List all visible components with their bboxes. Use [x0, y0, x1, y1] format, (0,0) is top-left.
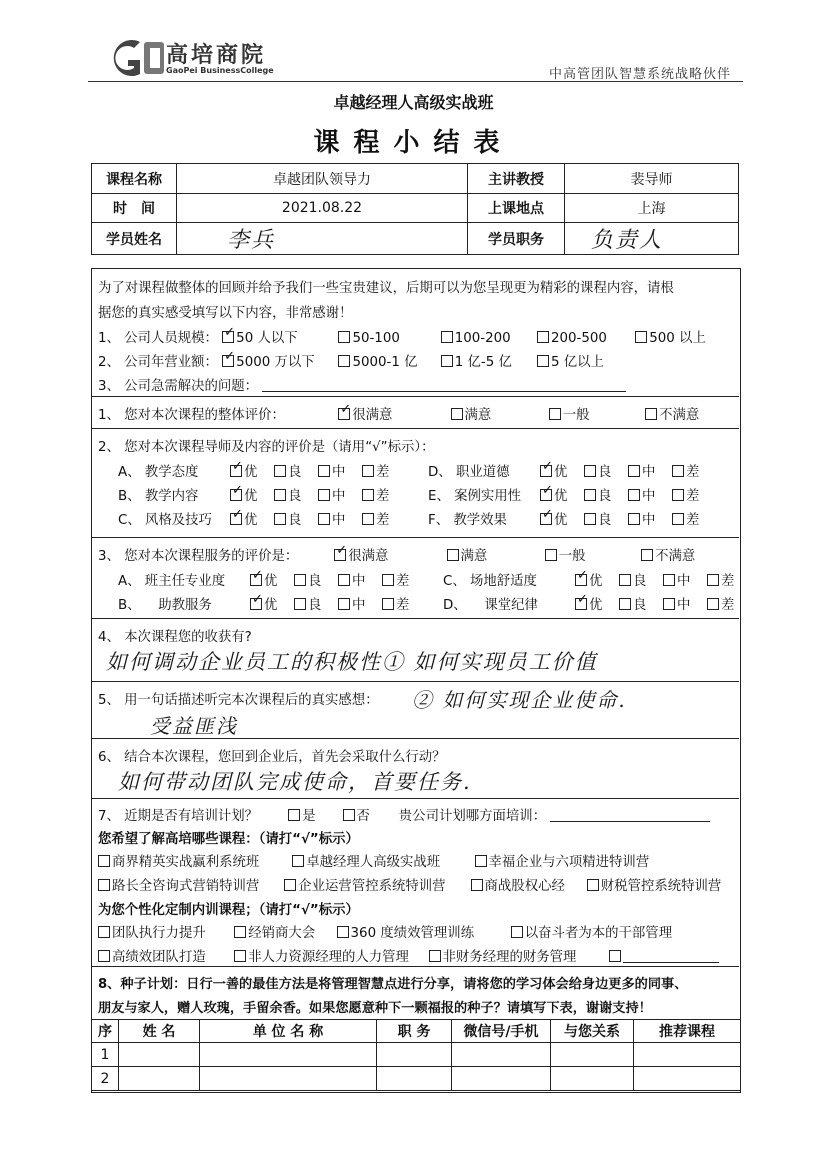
grade-option[interactable]: ✓ 优: [540, 461, 584, 480]
checkbox-icon: [447, 549, 459, 561]
checkbox-icon: [234, 926, 246, 938]
grade-option[interactable]: ✓ 优: [230, 485, 274, 504]
checkbox-icon: [337, 926, 349, 938]
brand-logo: [100, 34, 280, 82]
checkbox-icon: [362, 465, 374, 477]
checkbox-icon: [230, 489, 242, 501]
checkbox-icon: [545, 549, 557, 561]
divider: [91, 396, 739, 397]
slogan: 中高管团队智慧系统战略伙伴: [549, 67, 732, 82]
rating-item-label: A、 班主任专业度: [118, 574, 226, 589]
checkbox-icon: [230, 465, 242, 477]
grade-option[interactable]: 中: [338, 594, 382, 613]
checkbox-icon: [338, 598, 350, 610]
checkbox-icon: [619, 598, 631, 610]
checkbox-icon: [707, 574, 719, 586]
row-index: 2: [92, 1067, 119, 1091]
q2-option-3[interactable]: 1 亿-5 亿: [441, 351, 533, 370]
custom-option[interactable]: 非财务经理的财务管理: [429, 946, 605, 965]
grade-option[interactable]: 中: [663, 594, 707, 613]
rating-row: [443, 570, 751, 589]
divider: [91, 618, 739, 619]
grade-option[interactable]: ✓ 优: [250, 570, 294, 589]
course-option[interactable]: 幸福企业与六项精进特训营: [475, 851, 650, 870]
grade-option[interactable]: 良: [294, 570, 338, 589]
time-label: 时 间: [92, 194, 177, 223]
cell-input[interactable]: [634, 1043, 741, 1067]
grade-option[interactable]: 良: [274, 485, 318, 504]
custom-option-other[interactable]: [609, 950, 719, 965]
grade-option[interactable]: 差: [382, 594, 426, 613]
training-which-label: 贵公司计划哪方面培训：: [398, 809, 547, 824]
checkbox-icon: [451, 408, 463, 420]
checkbox-icon: [343, 809, 355, 821]
info-table: [91, 163, 739, 255]
rating-item-label: F、 教学效果: [428, 513, 507, 528]
cell-input[interactable]: [200, 1067, 377, 1091]
rating-row: [443, 594, 751, 613]
overall-label: 1、 您对本次课程的整体评价：: [98, 408, 285, 423]
checkbox-icon: [628, 513, 640, 525]
grade-option[interactable]: 中: [628, 509, 672, 528]
rating-row: [428, 485, 716, 504]
col-company: 单 位 名 称: [200, 1020, 377, 1043]
checkbox-icon: [362, 513, 374, 525]
grade-option[interactable]: 中: [628, 485, 672, 504]
service-option-4[interactable]: 不满意: [641, 545, 695, 564]
overall-option-4[interactable]: 不满意: [645, 404, 699, 423]
checkbox-icon: [663, 598, 675, 610]
q2-option-2[interactable]: 5000-1 亿: [338, 351, 436, 370]
overall-option-1[interactable]: ✓ 很满意: [338, 404, 446, 423]
checkbox-icon: [537, 355, 549, 367]
overall-option-3[interactable]: 一般: [549, 404, 641, 423]
cell-input[interactable]: [377, 1043, 452, 1067]
feeling-answer-right[interactable]: ② 如何实现企业使命.: [412, 688, 627, 712]
service-eval-label: 3、 您对本次课程服务的评价是：: [98, 549, 299, 564]
grade-option[interactable]: 差: [672, 485, 716, 504]
q1-option-1[interactable]: ✓ 50 人以下: [222, 327, 334, 346]
q2-option-1[interactable]: ✓ 5000 万以下: [222, 351, 334, 370]
course-option[interactable]: 商界精英实战赢利系统班: [98, 851, 288, 870]
grade-option[interactable]: 中: [338, 570, 382, 589]
rating-row: [118, 485, 406, 504]
student-label: 学员姓名: [92, 223, 177, 255]
grade-option[interactable]: 良: [294, 594, 338, 613]
grade-option[interactable]: ✓ 优: [250, 594, 294, 613]
checkbox-icon: [609, 950, 621, 962]
cell-input[interactable]: [452, 1043, 551, 1067]
rating-row: [118, 594, 426, 613]
checkbox-icon: [475, 855, 487, 867]
col-position: 职 务: [377, 1020, 452, 1043]
checkbox-icon: [584, 489, 596, 501]
checkbox-icon: [318, 513, 330, 525]
rating-item-label: D、 课堂纪律: [443, 598, 538, 613]
checkbox-icon: [549, 408, 561, 420]
checkbox-icon: [441, 355, 453, 367]
grade-option[interactable]: 差: [362, 509, 406, 528]
seed-header-row: [92, 1020, 741, 1043]
service-option-2[interactable]: 满意: [447, 545, 541, 564]
checkbox-icon: [318, 465, 330, 477]
service-option-1[interactable]: ✓ 很满意: [334, 545, 442, 564]
position-value: 负责人: [565, 223, 739, 255]
checkbox-icon: [663, 574, 675, 586]
checkbox-icon: [294, 574, 306, 586]
checkbox-icon: [274, 465, 286, 477]
checkbox-icon: [234, 950, 246, 962]
intro-line2: 据您的真实感受填写以下内容，非常感谢！: [98, 306, 353, 321]
grade-option[interactable]: 差: [672, 461, 716, 480]
grade-option[interactable]: 差: [672, 509, 716, 528]
place-label: 上课地点: [468, 194, 565, 223]
checkbox-icon: [334, 549, 346, 561]
checkbox-icon: [628, 489, 640, 501]
class-name: 卓越经理人高级实战班: [333, 93, 494, 112]
col-contact: 微信号/手机: [452, 1020, 551, 1043]
checkbox-icon: [672, 489, 684, 501]
divider: [91, 681, 739, 682]
checkbox-icon: [645, 408, 657, 420]
grade-option[interactable]: 差: [707, 594, 751, 613]
time-value: 2021.08.22: [177, 194, 468, 223]
checkbox-icon: [230, 513, 242, 525]
checkbox-icon: [98, 926, 110, 938]
q1-row: [98, 327, 706, 346]
checkbox-icon: [511, 926, 523, 938]
brand-cn: 高培商院: [166, 43, 267, 68]
checkbox-icon: [362, 489, 374, 501]
custom-option[interactable]: 经销商大会: [234, 922, 332, 941]
grade-option[interactable]: 差: [362, 461, 406, 480]
rating-row: [118, 461, 406, 480]
cell-input[interactable]: [119, 1067, 200, 1091]
rating-item-label: C、 场地舒适度: [443, 574, 537, 589]
checkbox-icon: [575, 574, 587, 586]
checkbox-icon: [672, 465, 684, 477]
grade-option[interactable]: 良: [584, 485, 628, 504]
checkbox-icon: [250, 598, 262, 610]
checkbox-icon: [98, 950, 110, 962]
q3-row: [98, 375, 626, 394]
grade-option[interactable]: 良: [274, 461, 318, 480]
gaopei-logo-icon: [100, 36, 166, 80]
rating-item-label: B、 助教服务: [118, 598, 212, 613]
training-no[interactable]: 否: [343, 805, 395, 824]
grade-option[interactable]: ✓ 优: [575, 570, 619, 589]
checkbox-icon: [540, 489, 552, 501]
row-index: 1: [92, 1043, 119, 1067]
place-value: 上海: [565, 194, 739, 223]
checkbox-icon: [294, 598, 306, 610]
training-row: [98, 805, 710, 824]
course-value: 卓越团队领导力: [177, 164, 468, 194]
q3-label: 3、 公司急需解决的问题：: [98, 379, 259, 394]
checkbox-icon: [250, 574, 262, 586]
checkbox-icon: [587, 879, 599, 891]
grade-option[interactable]: 差: [362, 485, 406, 504]
grade-option[interactable]: 良: [584, 509, 628, 528]
checkbox-icon: [284, 879, 296, 891]
checkbox-icon: [641, 549, 653, 561]
gains-answer[interactable]: 如何调动企业员工的积极性① 如何实现员工价值: [106, 650, 598, 674]
cell-input[interactable]: [452, 1067, 551, 1091]
rating-item-label: C、 风格及技巧: [118, 513, 212, 528]
grade-option[interactable]: ✓ 优: [540, 509, 584, 528]
form-title: 课程小结表: [313, 128, 514, 158]
q2-option-4[interactable]: 5 亿以上: [537, 351, 604, 370]
q1-option-3[interactable]: 100-200: [441, 331, 533, 346]
col-relation: 与您关系: [551, 1020, 634, 1043]
checkbox-icon: [338, 408, 350, 420]
grade-option[interactable]: 差: [382, 570, 426, 589]
table-row: [92, 1043, 741, 1067]
grade-option[interactable]: ✓ 优: [230, 509, 274, 528]
action-answer[interactable]: 如何带动团队完成使命，首要任务.: [118, 770, 472, 794]
teacher-label: 主讲教授: [468, 164, 565, 194]
checkbox-icon: [441, 331, 453, 343]
course-option[interactable]: 企业运营管控系统特训营: [284, 875, 466, 894]
divider: [91, 537, 739, 538]
q1-option-4[interactable]: 200-500: [537, 331, 631, 346]
col-course: 推荐课程: [634, 1020, 741, 1043]
checkbox-icon: [537, 331, 549, 343]
seed-table: [91, 1019, 741, 1091]
custom-option[interactable]: 以奋斗者为本的干部管理: [511, 922, 672, 941]
cell-input[interactable]: [119, 1043, 200, 1067]
divider: [91, 798, 739, 799]
checkbox-icon: [222, 355, 234, 367]
service-option-3[interactable]: 一般: [545, 545, 637, 564]
position-label: 学员职务: [468, 223, 565, 255]
checkbox-icon: [635, 331, 647, 343]
rating-row: [428, 461, 716, 480]
course-label: 课程名称: [92, 164, 177, 194]
custom-row2: [98, 946, 719, 965]
courses-row2: [98, 875, 721, 894]
action-label: 6、 结合本次课程，您回到企业后，首先会采取什么行动？: [98, 750, 446, 765]
rating-row: [428, 509, 716, 528]
checkbox-icon: [274, 489, 286, 501]
grade-option[interactable]: 良: [619, 570, 663, 589]
checkbox-icon: [584, 465, 596, 477]
checkbox-icon: [338, 574, 350, 586]
student-value: 李兵: [177, 223, 468, 255]
cell-input[interactable]: [551, 1067, 634, 1091]
checkbox-icon: [274, 513, 286, 525]
cell-input[interactable]: [377, 1067, 452, 1091]
courses-label: 您希望了解高培哪些课程：（请打“√”标示）: [98, 832, 359, 847]
checkbox-icon: [672, 513, 684, 525]
training-which-input[interactable]: [550, 807, 710, 822]
service-eval-row: [98, 545, 695, 564]
custom-option[interactable]: 高绩效团队打造: [98, 946, 230, 965]
checkbox-icon: [288, 809, 300, 821]
teacher-eval-label: 2、 您对本次课程导师及内容的评价是（请用“√”标示）：: [98, 440, 435, 455]
checkbox-icon: [292, 855, 304, 867]
custom-row1: [98, 922, 672, 941]
custom-option[interactable]: 团队执行力提升: [98, 922, 230, 941]
checkbox-icon: [707, 598, 719, 610]
grade-option[interactable]: 中: [628, 461, 672, 480]
q2-row: [98, 351, 604, 370]
checkbox-icon: [338, 355, 350, 367]
training-label: 7、 近期是否有培训计划？: [98, 809, 259, 824]
checkbox-icon: [222, 331, 234, 343]
checkbox-icon: [382, 574, 394, 586]
course-option[interactable]: 卓越经理人高级实战班: [292, 851, 470, 870]
grade-option[interactable]: 中: [318, 509, 362, 528]
col-index: 序: [92, 1020, 119, 1043]
brand-en: GaoPei BusinessCollege: [166, 66, 274, 75]
overall-row: [98, 404, 699, 423]
grade-option[interactable]: ✓ 优: [230, 461, 274, 480]
gains-label: 4、 本次课程您的收获有?: [98, 630, 252, 645]
grade-option[interactable]: 良: [584, 461, 628, 480]
q1-option-2[interactable]: 50-100: [338, 331, 436, 346]
courses-row1: [98, 851, 649, 870]
divider: [91, 738, 739, 739]
checkbox-icon: [619, 574, 631, 586]
col-name: 姓 名: [119, 1020, 200, 1043]
feeling-answer[interactable]: 受益匪浅: [150, 714, 238, 738]
custom-option[interactable]: 360 度绩效管理训练: [337, 922, 507, 941]
q3-blank-input[interactable]: [262, 377, 626, 392]
training-yes[interactable]: 是: [288, 805, 338, 824]
header-rule: [88, 81, 743, 82]
grade-option[interactable]: 中: [318, 485, 362, 504]
overall-option-2[interactable]: 满意: [451, 404, 545, 423]
checkbox-icon: [98, 879, 110, 891]
teacher-value: 裴导师: [565, 164, 739, 194]
checkbox-icon: [382, 598, 394, 610]
seed-line1: 8、种子计划：日行一善的最佳方法是将管理智慧点进行分享，请将您的学习体会给身边更多的同事、: [98, 977, 688, 992]
rating-row: [118, 570, 426, 589]
cell-input[interactable]: [551, 1043, 634, 1067]
checkbox-icon: [540, 465, 552, 477]
course-option[interactable]: 商战股权心经: [471, 875, 583, 894]
checkbox-icon: [338, 331, 350, 343]
feeling-label: 5、 用一句话描述听完本次课程后的真实感想：: [98, 693, 379, 708]
grade-option[interactable]: 中: [663, 570, 707, 589]
checkbox-icon: [628, 465, 640, 477]
checkbox-icon: [540, 513, 552, 525]
rating-row: [118, 509, 406, 528]
grade-option[interactable]: 差: [707, 570, 751, 589]
cell-input[interactable]: [634, 1067, 741, 1091]
grade-option[interactable]: 中: [318, 461, 362, 480]
rating-item-label: B、 教学内容: [118, 489, 199, 504]
grade-option[interactable]: 良: [274, 509, 318, 528]
checkbox-icon: [584, 513, 596, 525]
rating-item-label: E、 案例实用性: [428, 489, 522, 504]
checkbox-icon: [318, 489, 330, 501]
rating-item-label: D、 职业道德: [428, 465, 510, 480]
intro-line1: 为了对课程做整体的回顾并给予我们一些宝贵建议，后期可以为您呈现更为精彩的课程内容，请根: [98, 281, 674, 296]
cell-input[interactable]: [200, 1043, 377, 1067]
grade-option[interactable]: 良: [619, 594, 663, 613]
custom-label: 为您个性化定制内训课程；（请打“√”标示）: [98, 903, 359, 918]
checkbox-icon: [429, 950, 441, 962]
q1-option-5[interactable]: 500 以上: [635, 327, 706, 346]
checkbox-icon: [471, 879, 483, 891]
rating-item-label: A、 教学态度: [118, 465, 199, 480]
course-option[interactable]: 财税管控系统特训营: [587, 875, 722, 894]
table-row: [92, 1067, 741, 1091]
grade-option[interactable]: ✓ 优: [575, 594, 619, 613]
grade-option[interactable]: ✓ 优: [540, 485, 584, 504]
checkbox-icon: [98, 855, 110, 867]
custom-option[interactable]: 非人力资源经理的人力管理: [234, 946, 424, 965]
divider: [91, 428, 739, 429]
divider: [91, 966, 739, 967]
seed-line2: 朋友与家人，赠人玫瑰，手留余香。如果您愿意种下一颗福报的种子？请填写下表，谢谢支持！: [98, 1001, 652, 1016]
course-option[interactable]: 路长全咨询式营销特训营: [98, 875, 280, 894]
checkbox-icon: [575, 598, 587, 610]
q2-label: 2、 公司年营业额：: [98, 355, 218, 370]
q1-label: 1、 公司人员规模：: [98, 331, 218, 346]
